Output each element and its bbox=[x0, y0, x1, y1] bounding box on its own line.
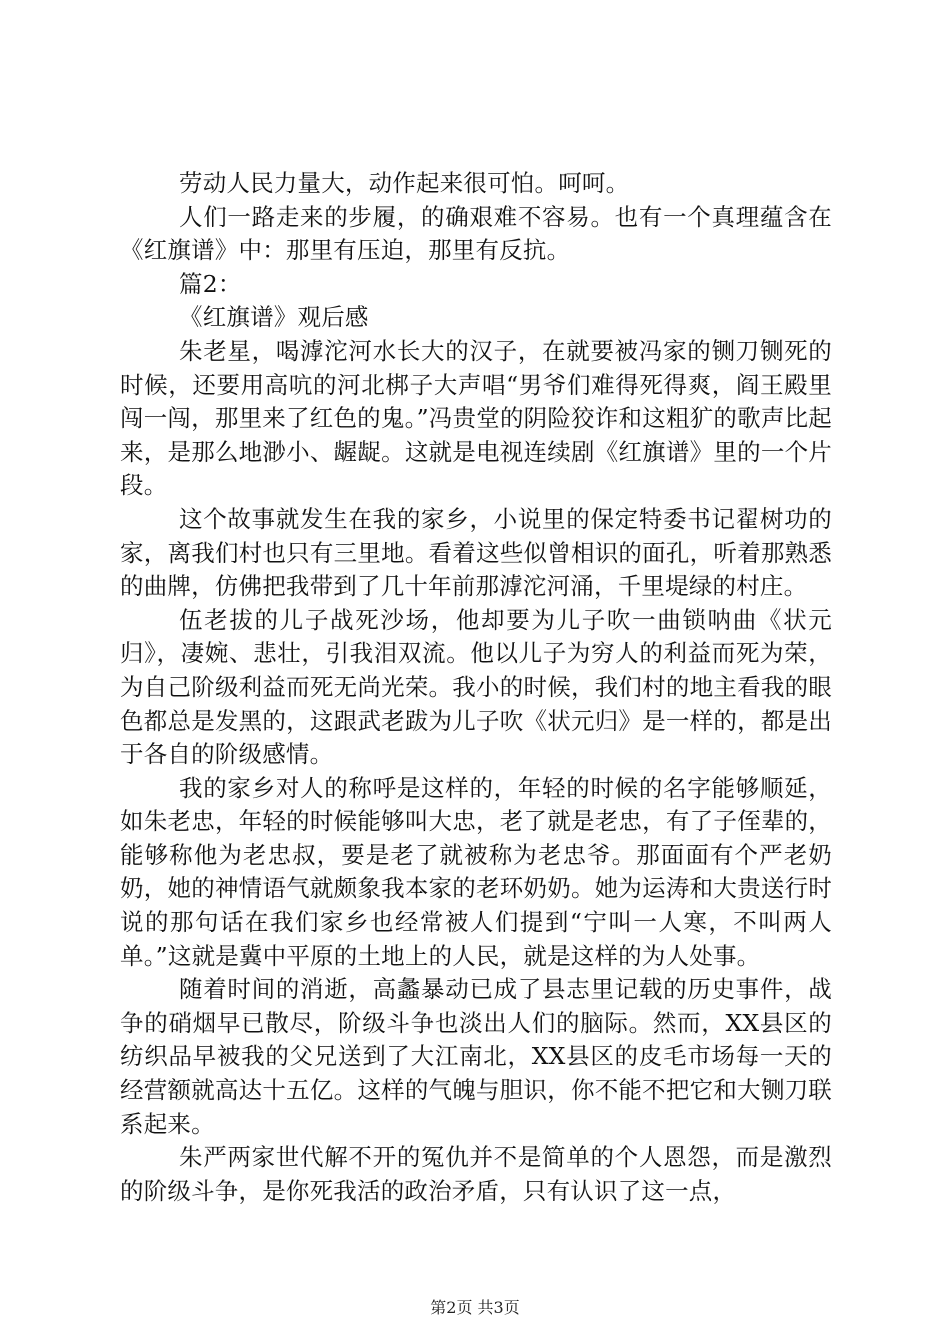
paragraph: 我的家乡对人的称呼是这样的，年轻的时候的名字能够顺延，如朱老忠，年轻的时候能够叫大忠，老了就是老忠，有了子侄辈的，能够称他为老忠叔，要是老了就被称为老忠爷。那面面有个严老奶奶，她的神情语气就颇象我本家的老环奶奶。她为运涛和大贵送行时说的那句话在我们家乡也经常被人们提到“宁叫一人寒，不叫两人单。”这就是冀中平原的土地上的人民，就是这样的为人处事。 bbox=[120, 773, 832, 970]
paragraph: 朱老星，喝滹沱河水长大的汉子，在就要被冯家的铡刀铡死的时候，还要用高吭的河北梆子大声唱“男爷们难得死得爽，阎王殿里闯一闯，那里来了红色的鬼。”冯贵堂的阴险狡诈和这粗犷的歌声比起来，是那么地渺小、龌龊。这就是电视连续剧《红旗谱》里的一个片段。 bbox=[120, 336, 832, 500]
section-label: 篇2： bbox=[179, 269, 242, 298]
paragraph: 这个故事就发生在我的家乡，小说里的保定特委书记翟树功的家，离我们村也只有三里地。看着这些似曾相识的面孔，听着那熟悉的曲牌，仿佛把我带到了几十年前那滹沱河涌，千里堤绿的村庄。 bbox=[120, 504, 832, 601]
paragraph: 随着时间的消逝，高蠡暴动已成了县志里记载的历史事件，战争的硝烟早已散尽，阶级斗争也淡出人们的脑际。然而，XX县区的纺织品早被我的父兄送到了大江南北，XX县区的皮毛市场每一天的经营额就高达十五亿。这样的气魄与胆识，你不能不把它和大铡刀联系起来。 bbox=[120, 975, 832, 1138]
paragraph: 伍老拔的儿子战死沙场，他却要为儿子吹一曲锁呐曲《状元归》，凄婉、悲壮，引我泪双流。他以儿子为穷人的利益而死为荣，为自己阶级利益而死无尚光荣。我小的时候，我们村的地主看我的眼色都总是发黑的，这跟武老跋为儿子吹《状元归》是一样的，都是出于各自的阶级感情。 bbox=[120, 605, 832, 769]
paragraph: 劳动人民力量大，动作起来很可怕。呵呵。 bbox=[179, 169, 630, 197]
section-title: 《红旗谱》观后感 bbox=[179, 303, 369, 332]
document-body bbox=[120, 167, 832, 1208]
page-number-footer: 第2页 共3页 bbox=[430, 1298, 520, 1317]
paragraph: 人们一路走来的步履，的确艰难不容易。也有一个真理蕴含在《红旗谱》中：那里有压迫，那里有反抗。 bbox=[120, 202, 832, 265]
paragraph: 朱严两家世代解不开的冤仇并不是简单的个人恩怨，而是激烈的阶级斗争，是你死我活的政治矛盾，只有认识了这一点， bbox=[120, 1143, 832, 1205]
